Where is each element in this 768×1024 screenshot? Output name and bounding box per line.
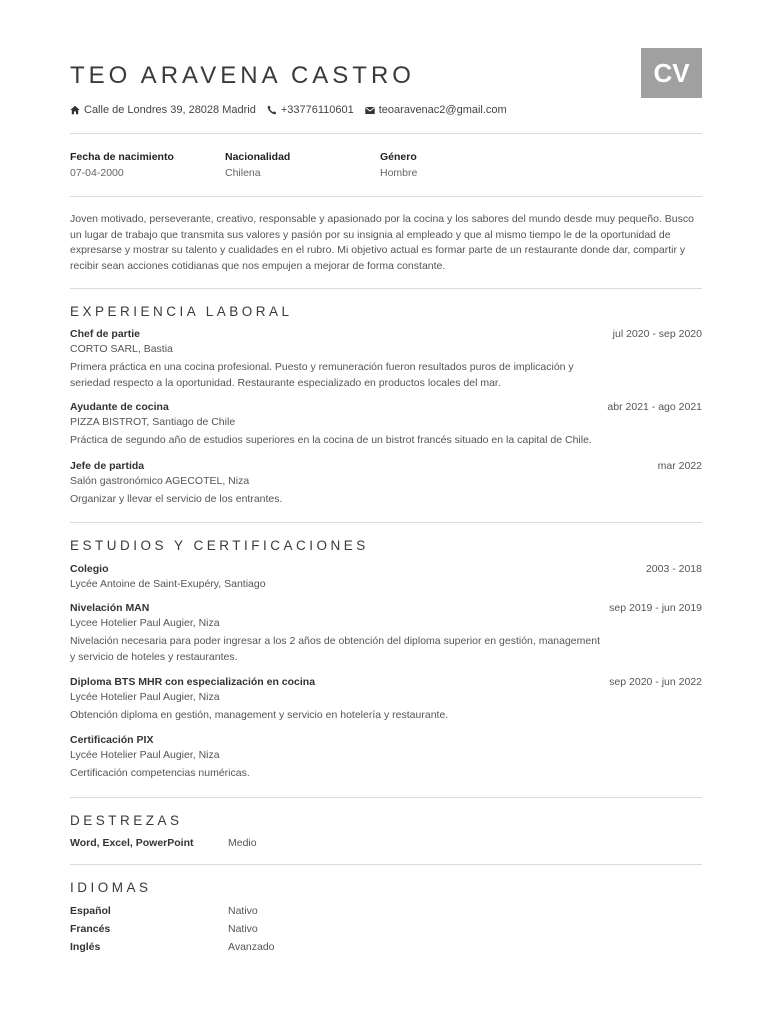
job-description: Práctica de segundo año de estudios superiores en la cocina de un bistrot francés situado en la capital de Chile. bbox=[70, 434, 592, 446]
education-entry bbox=[70, 676, 702, 724]
birth-date-label: Fecha de nacimiento bbox=[70, 151, 174, 163]
cv-badge: CV bbox=[641, 48, 702, 98]
birth-date-value: 07-04-2000 bbox=[70, 167, 124, 179]
experience-entry bbox=[70, 401, 702, 449]
gender-label: Género bbox=[380, 151, 417, 163]
job-dates: jul 2020 - sep 2020 bbox=[612, 328, 702, 340]
education-school: Lycée Hotelier Paul Augier, Niza bbox=[70, 691, 220, 703]
education-dates: 2003 - 2018 bbox=[645, 563, 702, 575]
education-dates: sep 2020 - jun 2022 bbox=[609, 676, 702, 688]
contact-phone bbox=[267, 104, 354, 116]
education-name: Nivelación MAN bbox=[70, 602, 150, 614]
contact-line bbox=[70, 104, 518, 116]
job-description: Primera práctica en una cocina profesional. Puesto y remuneración fueron resultados puros de implicación y seriedad respecto a la oportunidad. Restaurante especializado en productos locales del mar. bbox=[70, 361, 574, 389]
home-icon bbox=[70, 105, 80, 115]
envelope-icon bbox=[365, 106, 375, 115]
nationality-field bbox=[225, 151, 290, 179]
job-employer: CORTO SARL, Bastia bbox=[70, 343, 173, 355]
contact-address bbox=[70, 104, 256, 116]
address-text: Calle de Londres 39, 28028 Madrid bbox=[84, 104, 256, 116]
language-level: Nativo bbox=[228, 905, 258, 917]
phone-icon bbox=[267, 105, 277, 115]
language-level: Avanzado bbox=[228, 941, 275, 953]
language-name: Francés bbox=[70, 923, 111, 935]
job-role: Jefe de partida bbox=[70, 460, 145, 472]
nationality-value: Chilena bbox=[225, 167, 261, 179]
phone-text: +33776110601 bbox=[280, 104, 354, 116]
divider bbox=[70, 522, 702, 523]
education-school: Lycée Antoine de Saint-Exupéry, Santiago bbox=[70, 578, 266, 590]
job-description: Organizar y llevar el servicio de los entrantes. bbox=[70, 493, 283, 505]
email-text[interactable]: teoaravenac2@gmail.com bbox=[378, 104, 507, 116]
job-employer: PIZZA BISTROT, Santiago de Chile bbox=[70, 416, 236, 428]
contact-email[interactable] bbox=[365, 104, 507, 116]
experience-entry bbox=[70, 328, 702, 391]
education-description: Certificación competencias numéricas. bbox=[70, 767, 250, 779]
job-role: Chef de partie bbox=[70, 328, 141, 340]
section-title-languages: IDIOMAS bbox=[70, 880, 152, 895]
divider bbox=[70, 288, 702, 289]
candidate-name: TEO ARAVENA CASTRO bbox=[70, 62, 415, 89]
education-name: Certificación PIX bbox=[70, 734, 154, 746]
gender-field bbox=[380, 151, 417, 179]
nationality-label: Nacionalidad bbox=[225, 151, 291, 163]
divider bbox=[70, 864, 702, 865]
job-dates: abr 2021 - ago 2021 bbox=[607, 401, 702, 413]
divider bbox=[70, 196, 702, 197]
language-name: Inglés bbox=[70, 941, 101, 953]
job-role: Ayudante de cocina bbox=[70, 401, 169, 413]
profile-summary: Joven motivado, perseverante, creativo, responsable y apasionado por la cocina y los sabores del mundo desde muy pequeño. Busco un lugar de trabajo que transmita sus valores y pasión por su insignia al empleado y que al mismo tiempo le de la oportunidad de expresarse y mostrar su talento y cualidades en el rubro. Mi objetivo actual es formar parte de un restaurante donde dar, compartir y recibir sean acciones cotidianas que nos empujen a mejorar de forma constante. bbox=[70, 213, 694, 272]
skill-name: Word, Excel, PowerPoint bbox=[70, 837, 194, 849]
section-title-experience: EXPERIENCIA LABORAL bbox=[70, 304, 293, 319]
education-entry bbox=[70, 734, 702, 782]
language-level: Nativo bbox=[228, 923, 258, 935]
divider bbox=[70, 133, 702, 134]
section-title-education: ESTUDIOS Y CERTIFICACIONES bbox=[70, 538, 369, 553]
education-entry bbox=[70, 563, 702, 590]
education-dates: sep 2019 - jun 2019 bbox=[609, 602, 702, 614]
education-name: Colegio bbox=[70, 563, 109, 575]
experience-entry bbox=[70, 460, 702, 508]
job-dates: mar 2022 bbox=[657, 460, 702, 472]
education-school: Lycée Hotelier Paul Augier, Niza bbox=[70, 749, 220, 761]
education-description: Obtención diploma en gestión, management y servicio en hotelería y restaurante. bbox=[70, 709, 449, 721]
language-name: Español bbox=[70, 905, 111, 917]
education-entry bbox=[70, 602, 702, 665]
divider bbox=[70, 797, 702, 798]
job-employer: Salón gastronómico AGECOTEL, Niza bbox=[70, 475, 250, 487]
skill-level: Medio bbox=[228, 837, 257, 849]
birth-date-field bbox=[70, 151, 174, 179]
gender-value: Hombre bbox=[380, 167, 418, 179]
section-title-skills: DESTREZAS bbox=[70, 813, 183, 828]
education-name: Diploma BTS MHR con especialización en cocina bbox=[70, 676, 316, 688]
education-description: Nivelación necesaria para poder ingresar a los 2 años de obtención del diploma superior en gestión, management y servicio de hoteles y restaurantes. bbox=[70, 635, 600, 663]
education-school: Lycee Hotelier Paul Augier, Niza bbox=[70, 617, 220, 629]
